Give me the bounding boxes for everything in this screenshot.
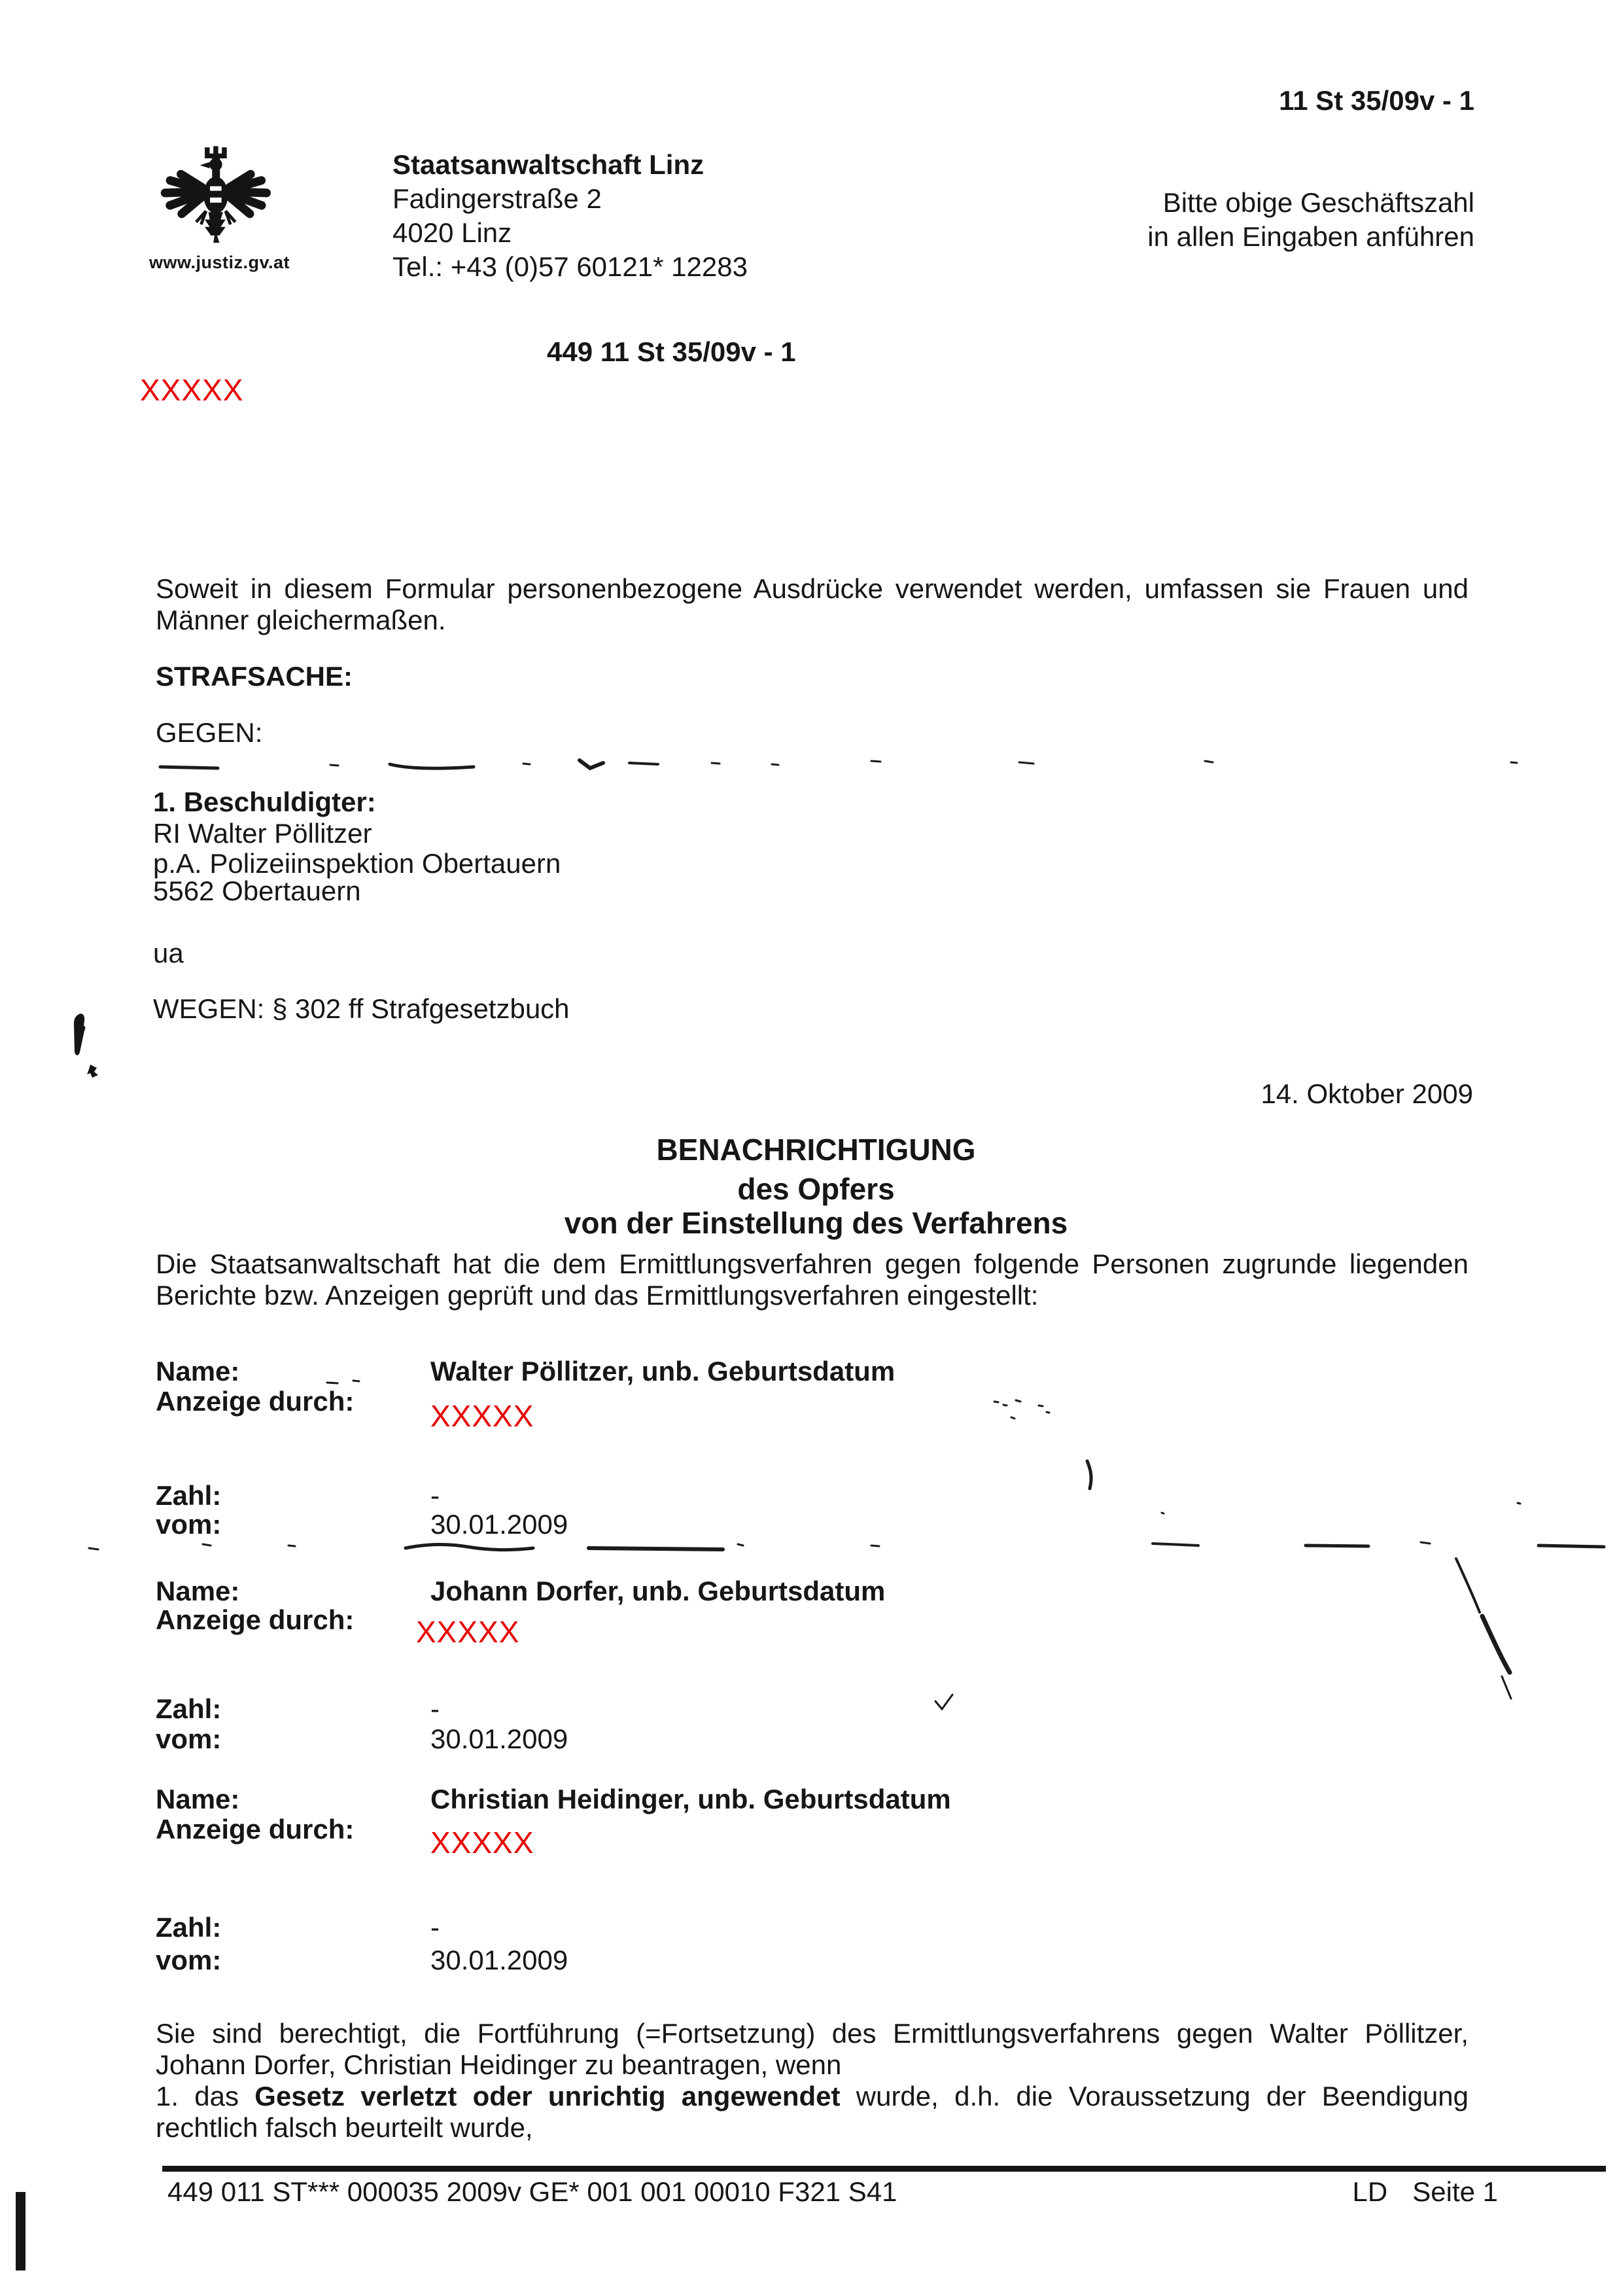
note-line-2: in allen Eingaben anführen: [1147, 221, 1474, 252]
anzeige-label: Anzeige durch:: [156, 1386, 355, 1417]
sender-office: Staatsanwaltschaft Linz: [392, 149, 704, 180]
name-value: Walter Pöllitzer, unb. Geburtsdatum: [430, 1356, 895, 1386]
anzeige-value-redacted: XXXXX: [430, 1399, 534, 1433]
title-line-3: von der Einstellung des Verfahrens: [564, 1206, 1068, 1240]
closing-item-post: wurde, d.h. die Voraussetzung der Beendigung rechtlich falsch beurteilt wurde,: [156, 2081, 1469, 2143]
vom-value: 30.01.2009: [430, 1945, 568, 1975]
footer-ld: LD: [1352, 2176, 1388, 2207]
name-label: Name:: [156, 1356, 240, 1386]
accused-zip-city: 5562 Obertauern: [153, 875, 361, 906]
austrian-eagle-icon: [152, 140, 277, 253]
logo-caption: www.justiz.gv.at: [149, 253, 290, 272]
zahl-label: Zahl:: [156, 1912, 222, 1943]
document-date: 14. Oktober 2009: [1261, 1078, 1473, 1109]
gender-note-paragraph: Soweit in diesem Formular personenbezogene Ausdrücke verwendet werden, umfassen sie Frauen und Männer gleichermaßen.: [156, 573, 1469, 635]
anzeige-label: Anzeige durch:: [156, 1814, 355, 1845]
footer-code: 449 011 ST*** 000035 2009v GE* 001 001 00010 F321 S41: [167, 2176, 897, 2207]
anzeige-value-redacted: XXXXX: [430, 1826, 534, 1860]
recipient-redacted: XXXXX: [140, 373, 244, 407]
strafsache-label: STRAFSACHE:: [156, 661, 353, 692]
sender-address-block: [392, 148, 748, 284]
anzeige-value-redacted: XXXXX: [416, 1615, 520, 1649]
closing-item-bold: Gesetz verletzt oder unrichtig angewendet: [254, 2081, 841, 2111]
name-label: Name:: [156, 1576, 240, 1606]
footer-rule: [162, 2166, 1606, 2172]
closing-item-pre: 1. das: [156, 2081, 255, 2111]
footer-right: [1353, 2176, 1498, 2208]
sender-city: 4020 Linz: [392, 217, 512, 248]
accused-name: RI Walter Pöllitzer: [153, 818, 372, 849]
ua-label: ua: [153, 938, 184, 968]
zahl-value: -: [430, 1912, 440, 1943]
case-number-note: [1147, 186, 1474, 254]
accused-address: p.A. Polizeiinspektion Obertauern: [153, 848, 561, 879]
vom-label: vom:: [156, 1945, 222, 1975]
vom-value: 30.01.2009: [430, 1723, 568, 1754]
name-value: Christian Heidinger, unb. Geburtsdatum: [430, 1784, 951, 1814]
closing-paragraph: Sie sind berechtigt, die Fortführung (=Fortsetzung) des Ermittlungsverfahrens gegen Walter Pöllitzer, Johann Dorfer, Christian Heidinger zu beantragen, wenn: [156, 2018, 1469, 2080]
title-line-1: BENACHRICHTIGUNG: [656, 1133, 976, 1167]
vom-label: vom:: [156, 1509, 222, 1540]
body-paragraph: Die Staatsanwaltschaft hat die dem Ermittlungsverfahren gegen folgende Personen zugrunde liegenden Berichte bzw. Anzeigen geprüft und das Ermittlungsverfahren eingestellt:: [156, 1248, 1469, 1311]
accused-heading: 1. Beschuldigter:: [153, 786, 376, 817]
footer-page-number: Seite 1: [1412, 2176, 1498, 2207]
note-line-1: Bitte obige Geschäftszahl: [1162, 187, 1474, 218]
vom-label: vom:: [156, 1723, 222, 1754]
zahl-value: -: [430, 1693, 440, 1724]
zahl-label: Zahl:: [156, 1693, 222, 1724]
zahl-value: -: [430, 1480, 440, 1511]
sender-phone: Tel.: +43 (0)57 60121* 12283: [392, 251, 748, 282]
vom-value: 30.01.2009: [430, 1509, 568, 1540]
sender-street: Fadingerstraße 2: [392, 183, 602, 214]
zahl-label: Zahl:: [156, 1480, 222, 1511]
gegen-label: GEGEN:: [156, 717, 263, 748]
name-label: Name:: [156, 1784, 240, 1814]
title-line-2: des Opfers: [737, 1172, 895, 1206]
reference-number-top: 11 St 35/09v - 1: [1279, 85, 1474, 116]
name-value: Johann Dorfer, unb. Geburtsdatum: [430, 1576, 886, 1606]
wegen-line: WEGEN: § 302 ff Strafgesetzbuch: [153, 993, 570, 1024]
case-number: 449 11 St 35/09v - 1: [547, 336, 796, 367]
closing-item-1: [156, 2081, 1469, 2144]
anzeige-label: Anzeige durch:: [156, 1604, 355, 1635]
